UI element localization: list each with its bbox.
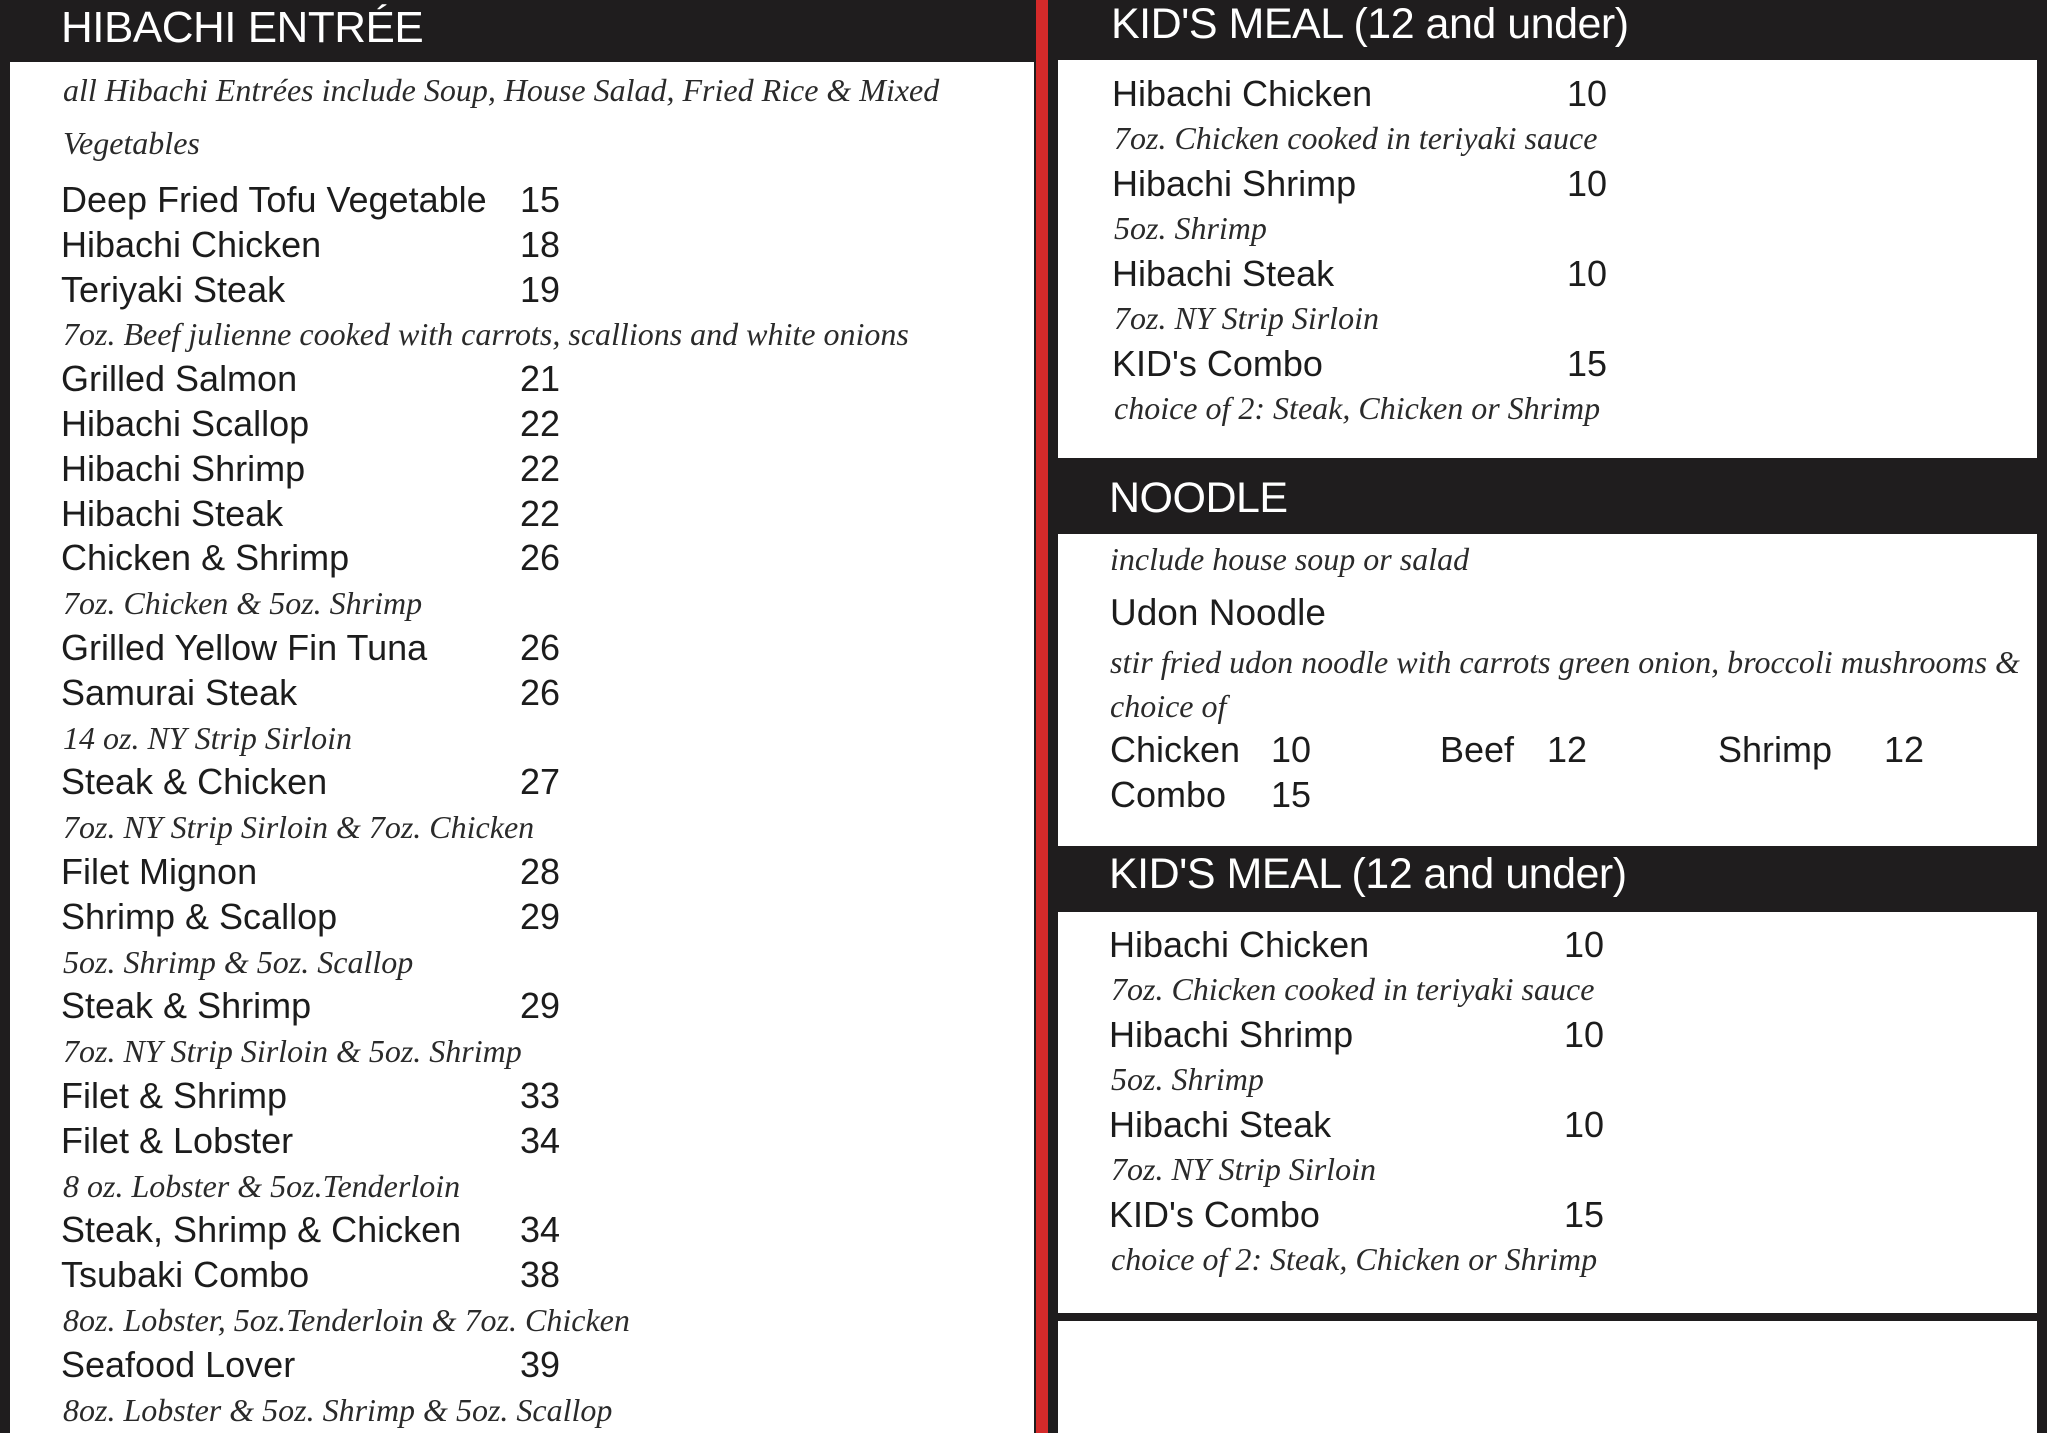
menu-item — [61, 492, 961, 537]
hibachi-title: HIBACHI ENTRÉE — [61, 3, 424, 52]
menu-item-description — [1109, 1237, 1709, 1282]
hibachi-item-list — [61, 178, 961, 1432]
bottom-right-border — [1052, 1313, 2047, 1321]
menu-item-description — [1109, 1057, 1709, 1102]
menu-item-description — [61, 581, 961, 626]
menu-item — [61, 1119, 961, 1164]
item-name: Steak & Chicken — [61, 761, 328, 803]
description-text: 7oz. NY Strip Sirloin & 7oz. Chicken — [63, 809, 535, 846]
item-price: 15 — [520, 179, 561, 220]
menu-item — [61, 402, 961, 447]
noodle-option-name: Beef — [1440, 729, 1515, 770]
menu-item — [61, 671, 961, 716]
description-text: 7oz. Chicken & 5oz. Shrimp — [63, 585, 423, 622]
menu-item — [61, 447, 961, 492]
item-name: Hibachi Steak — [61, 492, 284, 534]
kids-meal-title: KID'S MEAL (12 and under) — [1111, 0, 1629, 48]
menu-item — [61, 178, 961, 223]
left-border — [0, 0, 10, 1433]
description-text: choice of 2: Steak, Chicken or Shrimp — [1111, 1241, 1598, 1277]
item-price: 38 — [520, 1254, 561, 1296]
item-price: 19 — [520, 268, 561, 310]
menu-item — [61, 760, 961, 805]
description-text: 14 oz. NY Strip Sirloin — [63, 719, 352, 756]
item-name: Hibachi Chicken — [61, 223, 322, 265]
menu-item-description — [1112, 386, 1712, 431]
description-text: 7oz. Chicken cooked in teriyaki sauce — [1111, 971, 1595, 1007]
item-name: Teriyaki Steak — [61, 268, 286, 310]
menu-item-description — [61, 1298, 961, 1343]
item-price: 26 — [520, 671, 561, 713]
item-name: Filet Mignon — [61, 850, 258, 892]
menu-item — [1112, 71, 1712, 116]
hibachi-header-bar — [10, 0, 1034, 62]
item-price: 29 — [520, 895, 561, 937]
menu-item — [61, 626, 961, 671]
udon-noodle-item: Udon Noodle — [1110, 592, 1326, 633]
noodle-option-price: 12 — [1884, 729, 1925, 770]
menu-item — [1112, 341, 1712, 386]
menu-item — [1109, 922, 1709, 967]
item-name: Hibachi Steak — [1112, 253, 1335, 294]
description-text: 7oz. NY Strip Sirloin & 5oz. Shrimp — [63, 1033, 522, 1070]
item-name: Shrimp & Scallop — [61, 895, 338, 937]
item-name: Grilled Yellow Fin Tuna — [61, 626, 428, 668]
description-text: choice of 2: Steak, Chicken or Shrimp — [1114, 390, 1601, 426]
item-name: Hibachi Shrimp — [1109, 1014, 1354, 1055]
menu-item — [1109, 1012, 1709, 1057]
item-price: 10 — [1564, 1014, 1605, 1055]
item-name: Hibachi Shrimp — [61, 447, 306, 489]
udon-noodle-description: stir fried udon noodle with carrots green onion, broccoli mushrooms & choice of — [1110, 644, 2020, 724]
item-name: Hibachi Shrimp — [1112, 163, 1357, 204]
item-name: Steak, Shrimp & Chicken — [61, 1209, 462, 1251]
kids-meal-header-bar — [1052, 846, 2037, 912]
description-text: 7oz. NY Strip Sirloin — [1114, 300, 1379, 336]
item-name: Hibachi Scallop — [61, 402, 310, 444]
item-price: 26 — [520, 537, 561, 579]
noodle-option-price: 10 — [1271, 729, 1312, 770]
item-name: Tsubaki Combo — [61, 1254, 310, 1296]
description-text: 5oz. Shrimp — [1111, 1061, 1264, 1097]
column-divider-red-stripe — [1036, 0, 1048, 1433]
item-price: 10 — [1567, 163, 1608, 204]
menu-item — [61, 1253, 961, 1298]
item-price: 26 — [520, 626, 561, 668]
item-name: Hibachi Chicken — [1109, 924, 1370, 965]
item-name: Chicken & Shrimp — [61, 537, 350, 579]
menu-item-description — [61, 312, 961, 357]
menu-item — [61, 1074, 961, 1119]
description-text: 7oz. Chicken cooked in teriyaki sauce — [1114, 120, 1598, 156]
menu-item — [1109, 1102, 1709, 1147]
item-price: 21 — [520, 358, 561, 400]
menu-item-description — [1109, 967, 1709, 1012]
kids-meal-item-list — [1109, 922, 1709, 1282]
item-price: 18 — [520, 223, 561, 265]
menu-item — [61, 895, 961, 940]
item-price: 28 — [520, 850, 561, 892]
description-text: 8oz. Lobster & 5oz. Shrimp & 5oz. Scallop — [63, 1391, 613, 1428]
item-name: Hibachi Chicken — [1112, 73, 1373, 114]
menu-item-description — [1112, 206, 1712, 251]
right-column — [1058, 0, 2037, 1313]
menu-item — [61, 268, 961, 313]
item-price: 33 — [520, 1074, 561, 1116]
item-name: Steak & Shrimp — [61, 985, 312, 1027]
menu-item — [61, 850, 961, 895]
item-name: Seafood Lover — [61, 1343, 296, 1385]
noodle-title: NOODLE — [1109, 474, 1288, 522]
item-price: 22 — [520, 492, 561, 534]
menu-item-description — [1109, 1147, 1709, 1192]
menu-item-description — [61, 1164, 961, 1209]
kids-meal-header-bar — [1058, 0, 2037, 60]
menu-item-description — [61, 1029, 961, 1074]
menu-item-description — [61, 940, 961, 985]
menu-item — [61, 1343, 961, 1388]
item-name: Grilled Salmon — [61, 358, 298, 400]
menu-item-description — [61, 1388, 961, 1433]
item-price: 22 — [520, 447, 561, 489]
menu-item-description — [61, 716, 961, 761]
description-text: 5oz. Shrimp — [1114, 210, 1267, 246]
menu-item-description — [61, 805, 961, 850]
item-name: KID's Combo — [1109, 1194, 1320, 1235]
noodle-option-name: Combo — [1110, 774, 1227, 815]
item-price: 34 — [520, 1119, 561, 1161]
kids-meal-title: KID'S MEAL (12 and under) — [1109, 850, 1627, 898]
item-name: KID's Combo — [1112, 343, 1323, 384]
item-price: 10 — [1567, 253, 1608, 294]
item-price: 10 — [1564, 924, 1605, 965]
item-name: Hibachi Steak — [1109, 1104, 1332, 1145]
item-name: Samurai Steak — [61, 671, 298, 713]
item-name: Filet & Lobster — [61, 1119, 294, 1161]
description-text: 5oz. Shrimp & 5oz. Scallop — [63, 943, 414, 980]
menu-item — [61, 357, 961, 402]
menu-item — [61, 1208, 961, 1253]
noodle-option-price: 12 — [1547, 729, 1588, 770]
menu-item — [1112, 251, 1712, 296]
hibachi-intro-note: all Hibachi Entrées include Soup, House Salad, Fried Rice & Mixed Vegetables — [63, 72, 940, 161]
item-price: 29 — [520, 985, 561, 1027]
menu-item — [61, 984, 961, 1029]
item-name: Filet & Shrimp — [61, 1074, 288, 1116]
item-name: Deep Fried Tofu Vegetable — [61, 179, 487, 220]
item-price: 34 — [520, 1209, 561, 1251]
item-price: 10 — [1564, 1104, 1605, 1145]
menu-item — [61, 536, 961, 581]
description-text: 8 oz. Lobster & 5oz.Tenderloin — [63, 1167, 461, 1204]
description-text: 7oz. Beef julienne cooked with carrots, scallions and white onions — [63, 316, 909, 353]
noodle-option-price: 15 — [1271, 774, 1312, 815]
description-text: 7oz. NY Strip Sirloin — [1111, 1151, 1376, 1187]
menu-item-description — [1112, 296, 1712, 341]
menu-item — [1112, 161, 1712, 206]
noodle-option-name: Shrimp — [1718, 729, 1833, 770]
noodle-intro-note: include house soup or salad — [1110, 541, 1470, 577]
menu-item — [1109, 1192, 1709, 1237]
item-price: 22 — [520, 402, 561, 444]
menu-item — [61, 223, 961, 268]
item-price: 39 — [520, 1343, 561, 1385]
item-price: 27 — [520, 761, 561, 803]
item-price: 15 — [1564, 1194, 1605, 1235]
noodle-option-name: Chicken — [1110, 729, 1241, 770]
kids-meal-item-list — [1112, 71, 1712, 431]
menu-item-description — [1112, 116, 1712, 161]
description-text: 8oz. Lobster, 5oz.Tenderloin & 7oz. Chicken — [63, 1301, 630, 1338]
item-price: 10 — [1567, 73, 1608, 114]
noodle-header-bar — [1058, 458, 2037, 534]
item-price: 15 — [1567, 343, 1608, 384]
